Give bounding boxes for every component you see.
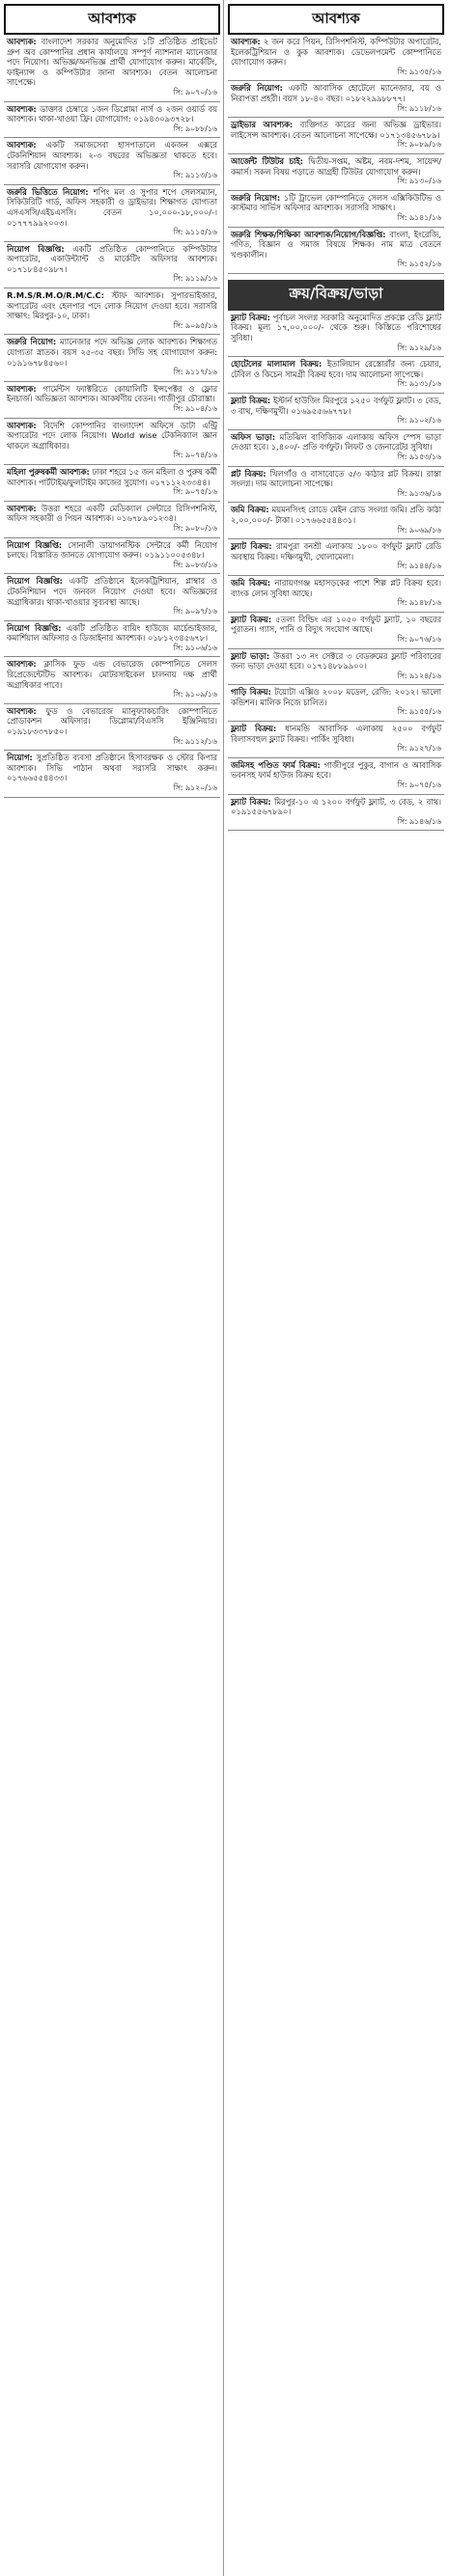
ad-code: সি: ৯১৩১/১৬: [397, 379, 441, 389]
ad-keyword: ফ্ল্যাট ভাড়া:: [231, 650, 270, 661]
ad-code: সি: ৯১৪১/১৬: [397, 212, 441, 222]
classified-ad: [4, 465, 220, 502]
ad-code: সি: ৯১৪৪/১৬: [397, 562, 441, 571]
classified-ad: [4, 288, 220, 335]
ad-text: মতিঝিল বাণিজ্যিক এলাকায় অফিস স্পেস ভাড়া দেওয়া হবে। ১,৪০০/- প্রতি বর্গফুট। লিফট ও জেনারেটর সুবিধা।: [231, 431, 442, 452]
classified-ad: [228, 191, 444, 228]
ad-code: সি: ৯০৭৪/১৬: [173, 451, 217, 460]
ad-keyword: জরুরি ভিত্তিতে নিয়োগ:: [7, 186, 89, 197]
classified-ad: [4, 335, 220, 381]
classified-ad: [228, 576, 444, 613]
ad-text: ধানমন্ডি আবাসিক এলাকায় ২৫০০ বর্গফুট বিলাসবহুল ফ্ল্যাট বিক্রয়। পার্কিং সুবিধা।: [231, 724, 441, 744]
ad-text: গাজীপুরে পুকুর, বাগান ও আবাসিক ভবনসহ ফার্ম হাউজ বিক্রয় হবে।: [231, 759, 442, 781]
classified-ad: [4, 621, 220, 658]
ad-keyword: আবশ্যক:: [7, 659, 37, 670]
classified-ad: [228, 795, 444, 832]
ad-code: সি: ৯১২৯/১৬: [397, 343, 441, 352]
ad-text: ২ জন করে পিয়ন, রিসিপশনিস্ট, কম্পিউটার অপারেটর, ইলেকট্রিশিয়ান ও কুক আবশ্যক। ডেভেলপমেন্ট কোম্পানিতে যোগাযোগ করুন।: [231, 37, 442, 68]
ad-text: রামপুরা বনশ্রী এলাকায় ১৮০০ বর্গফুট ফ্ল্যাট রেডি অবস্থায় বিক্রয়। দক্ষিণমুখী, খোলামেলা।: [231, 541, 442, 562]
ad-text: ইতালিয়ান রেস্তোরাঁর জন্য চেয়ার, টেবিল ও কিচেন সামগ্রী বিক্রয় হবে। দাম আলোচনা সাপেক্ষে।: [231, 359, 442, 379]
ad-text: স্টাফ আবশ্যক। সুপারভাইজার, অপারেটর এবং হেলপার পদে লোক নিয়োগ দেওয়া হবে। সরাসরি সাক্ষাৎ: মিরপুর-১০, ঢাকা।: [7, 290, 217, 321]
ad-text: একটি প্রতিষ্ঠিত কোম্পানিতে কম্পিউটার অপারেটর, একাউন্ট্যান্ট ও মার্কেটিং অফিসার আবশ্যক। ০১৭১৮৪৫০৯৮৭।: [7, 243, 217, 274]
ad-text: ঢাকা শহরে ১৫ জন মহিলা ও পুরুষ কর্মী আবশ্যক। পার্টটাইম/ফুলটাইম কাজের সুযোগ। ০১৭১১২২৩৩৪৪।: [7, 466, 217, 487]
classified-ad: [228, 154, 444, 191]
ad-text: একটি সমাজসেবা হাসপাতালে একজন এক্সরে টেকনিশিয়ান আবশ্যক। ২-৩ বছরের অভিজ্ঞতা থাকতে হবে। সরাসরি যোগাযোগ করুন।: [7, 140, 217, 171]
ad-code: সি: ৯০৯৫/১৬: [173, 320, 217, 330]
ad-code: সি: ৯১১৭/১৬: [173, 368, 217, 377]
left-ads-list: [4, 35, 220, 798]
ad-keyword: জমিসহ পণ্ডিত ফার্ম বিক্রয়:: [231, 759, 321, 770]
classified-ad: [228, 118, 444, 154]
ad-keyword: অফিস ভাড়া:: [231, 431, 276, 442]
classified-ad: [228, 722, 444, 758]
classified-ad: [228, 613, 444, 649]
ad-keyword: আর্জেন্ট টিউটর চাই:: [231, 155, 303, 166]
ad-keyword: আবশ্যক:: [7, 140, 37, 151]
ad-code: সি: ৯১৫৫/১৬: [397, 707, 441, 717]
ad-code: সি: ৯১১৩/১৬: [173, 171, 217, 180]
ad-keyword: ফ্ল্যাট বিক্রয়:: [231, 796, 271, 807]
ad-keyword: আবশ্যক:: [7, 503, 37, 513]
ad-code: সি: ৯০৭৫/১৬: [397, 781, 441, 790]
buy-sell-rent-header: ক্রয়/বিক্রয়/ভাড়া: [228, 280, 444, 311]
classified-ad: [228, 228, 444, 274]
ad-text: একটি প্রতিষ্ঠানে ইলেকট্রিশিয়ান, প্লাম্বার ও টেকনিশিয়ান পদে জনবল নিয়োগ দেওয়া হবে। অভিজ্ঞদের অগ্রাধিকার। থাকা-খাওয়ার সুব্যবস্থা আছে।: [7, 576, 217, 607]
classified-ad: [228, 357, 444, 394]
right-top-ads-list: [228, 35, 444, 274]
ad-keyword: আবশ্যক:: [231, 37, 261, 46]
ad-keyword: আবশ্যক:: [7, 37, 37, 46]
ad-code: সি: ৯০৮৮/১৬: [173, 123, 217, 133]
ad-text: একটি প্রতিষ্ঠিত বায়িং হাউজে মার্চেন্ডাইজার, কমার্শিয়াল অফিসার ও ডিজাইনার আবশ্যক। ০১৮১২৩৪৫৬৭৮।: [7, 622, 217, 644]
ad-code: সি: ৯০৮৯/১৬: [397, 140, 441, 150]
ad-text: ময়মনসিংহ রোডে মেইন রোড সংলগ্ন জমি। প্রতি কাঠা ২,০০,০০০/- টাকা। ০১৭৬৬৫৫৪৪৩১।: [231, 505, 441, 525]
classified-ad: [4, 657, 220, 703]
classified-ad: [228, 539, 444, 576]
classified-ad: [4, 419, 220, 465]
ad-keyword: মহিলা পুরুষকর্মী আবশ্যক:: [7, 466, 90, 477]
ad-keyword: ফ্ল্যাট বিক্রয়:: [231, 541, 272, 552]
classified-ad: [4, 102, 220, 139]
right-bottom-ads-list: [228, 311, 444, 832]
ad-text: উত্তরা শহরে একটি মেডিক্যাল সেন্টারে রিসিপশনিস্ট, অফিস সহকারী ও পিয়ন আবশ্যক। ০১৬৭৮৯০১২৩৪।: [7, 503, 217, 524]
ad-code: সি: ৯০৮৩/১৬: [173, 560, 217, 569]
ad-text: সুপ্রতিষ্ঠিত ব্যবসা প্রতিষ্ঠানে হিসাবরক্ষক ও স্টোর কিপার আবশ্যক। সিভি পাঠান অথবা সরাসরি সাক্ষাৎ করুন। ০১৭৬৬৫৫৪৪৩৩।: [7, 753, 218, 783]
ad-code: সি: ৯১০৯/১৬: [173, 690, 217, 699]
ad-text: ১টি ট্রাভেল কোম্পানিতে সেলস এক্সিকিউটিভ ও কাস্টমার সার্ভিস অফিসার আবশ্যক। সরাসরি সাক্ষাৎ।: [231, 192, 442, 213]
ad-keyword: প্লট বিক্রয়:: [231, 468, 267, 479]
ad-code: সি: ৯১৫২/১৬: [397, 260, 441, 269]
ad-keyword: জরুরি নিয়োগ:: [7, 337, 57, 347]
ad-keyword: আবশ্যক:: [7, 420, 37, 430]
ad-text: উত্তরা ১৩ নং সেক্টরে ৩ বেডরুমের ফ্ল্যাট পরিবারের জন্য ভাড়া দেওয়া হবে। ০১৭১৪৮৮৯৯০০।: [231, 650, 442, 671]
ad-keyword: নিয়োগ বিজ্ঞপ্তি:: [7, 576, 63, 587]
ad-code: সি: ৯০৭৬/১৬: [397, 634, 441, 644]
ad-code: সি: ৯০৯৭/১৬: [173, 607, 217, 617]
left-section-header: আবশ্যক: [4, 4, 220, 35]
ad-text: ফুড ও বেভারেজ ম্যানুফ্যাকচারিং কোম্পানিতে প্রোডাকশন অফিসার। ডিপ্লোমা/বিএসসি ইঞ্জিনিয়ার। ০১৯১৮৩৩৭৮৫০।: [7, 705, 217, 737]
ad-text: শপিং মল ও সুপার শপে সেলসম্যান, সিকিউরিটি গার্ড, অফিস সহকারী ও ড্রাইভার। শিক্ষাগত যোগ্যতা এসএসসি/এইচএসসি। বেতন ১০,০০০-১৮,০০০/-। ০১৭৭৭৯৯২০০৩।: [7, 186, 218, 228]
ad-keyword: ড্রাইভার আবশ্যক:: [231, 120, 294, 130]
ad-code: সি: ৯১১৫/১৬: [173, 228, 217, 237]
ad-code: সি: ৯১১৮/১৬: [397, 103, 441, 113]
ad-code: সি: ৯১৪৬/১৬: [397, 816, 441, 826]
classified-ad: [228, 81, 444, 118]
classified-ad: [4, 185, 220, 242]
ad-keyword: হোটেলের মালামাল বিক্রয়:: [231, 359, 323, 370]
ad-keyword: আবশ্যক:: [7, 103, 37, 114]
ad-keyword: ফ্ল্যাট বিক্রয়:: [231, 614, 272, 624]
ad-code: সি: ৯১৫৩/১৬: [397, 452, 441, 461]
ad-code: সি: ৯১০২/১৬: [397, 416, 441, 425]
ad-text: গার্মেন্টস ফ্যাক্টরিতে কোয়ালিটি ইন্সপেক্টর ও ফ্লোর ইনচার্জ। অভিজ্ঞতা আবশ্যক। আকর্ষণীয় বেতন। গাজীপুর চৌরাস্তা।: [7, 383, 218, 404]
ad-code: সি: ৯০৭৫/১৬: [173, 487, 217, 497]
classified-ad: [228, 430, 444, 467]
classified-ad: [228, 685, 444, 722]
classified-ad: [228, 311, 444, 357]
ad-text: বাংলা, ইংরেজি, গণিত, বিজ্ঞান ও সমাজ বিষয়ে শিক্ষক। নাম মাত্র বেতনে খণ্ডকালীন।: [231, 229, 441, 260]
left-column: [4, 4, 220, 798]
ad-keyword: নিয়োগ বিজ্ঞপ্তি:: [7, 243, 65, 254]
ad-keyword: ফ্ল্যাট বিক্রয়:: [231, 312, 270, 322]
ad-keyword: জরুরি নিয়োগ:: [231, 83, 283, 94]
ad-text: সোনালী ডায়াগনস্টিক সেন্টারে কর্মী নিয়োগ চলছে। বিস্তারিত জানতে যোগাযোগ করুন। ০১৯১১০০৫৩৪৮।: [7, 539, 217, 561]
ad-keyword: জমি বিক্রয়:: [231, 577, 271, 588]
ad-keyword: নিয়োগ বিজ্ঞপ্তি:: [7, 539, 63, 550]
ad-text: ব্যক্তিগত কারের জন্য অভিজ্ঞ ড্রাইভার। লাইসেন্স আবশ্যক। বেতন আলোচনা সাপেক্ষে। ০১৭১৩৪৫৬৭৮৯।: [231, 120, 441, 140]
classified-ad: [4, 242, 220, 288]
ad-code: সি: ৯০৮০/১৬: [173, 523, 217, 533]
ad-text: টয়োটা এক্সিও ২০০৮ মডেল, রেজি: ২০১২। ভালো কন্ডিশন। মালিক নিজে চালিত।: [231, 687, 441, 707]
classified-ad: [228, 649, 444, 686]
ad-keyword: ফ্ল্যাট বিক্রয়:: [231, 724, 277, 734]
ad-keyword: আবশ্যক:: [7, 383, 37, 394]
ad-text: খিলগাঁও ও বাসাবোতে ৫/৩ কাঠার প্লট বিক্রয়। রাস্তা সংলগ্ন। দাম আলোচনা সাপেক্ষে।: [231, 468, 441, 489]
classified-ad: [228, 503, 444, 539]
ad-text: ইস্টার্ন হাউজিং মিরপুরে ১২৫০ বর্গফুট ফ্ল্যাট। ৩ বেড, ৩ বাথ, দক্ষিণমুখী। ০১৬৯৫৫৬৬৭৭৮।: [231, 396, 441, 416]
ad-text: নারায়ণগঞ্জ মহাসড়কের পাশে শিল্প প্লট বিক্রয় হবে। ব্যাংক লোন সুবিধা আছে।: [231, 577, 442, 598]
ad-text: ৫তলা বিল্ডিং এর ১০৫০ বর্গফুট ফ্ল্যাট, ১০ বছরের পুরাতন। গ্যাস, পানি ও বিদ্যুৎ সংযোগ আছে।: [231, 614, 442, 635]
ad-code: সি: ৯১২৪/১৬: [397, 671, 441, 680]
ad-code: সি: ৯০৭০/১৬: [173, 87, 217, 96]
ad-text: দ্বিতীয়-সপ্তম, অষ্টম, নবম-দশম, সায়েন্স/কমার্স। সকল বিষয় পড়াতে আগ্রহী টিউটর যোগাযোগ করুন।: [231, 155, 442, 177]
classified-ad: [4, 574, 220, 620]
ad-keyword: নিয়োগ:: [7, 753, 33, 763]
classified-ad: [4, 382, 220, 419]
classified-ad: [228, 467, 444, 504]
classified-ad: [4, 751, 220, 797]
ad-code: সি: ৯১১২/১৬: [173, 736, 217, 746]
ad-text: বিদেশি কোম্পানির বাংলাদেশ অফিসে ডাটা এন্ট্রি অপারেটর পদে লোক নিয়োগ। World wise টেকনিক্যাল জ্ঞান থাকলে অগ্রাধিকার।: [7, 420, 217, 451]
ad-keyword: আবশ্যক:: [7, 705, 37, 716]
ad-text: ডাক্তার চেম্বারে ১জন ডিপ্লোমা নার্স ও ২জন ওয়ার্ড বয় আবশ্যক। থাকা-খাওয়া ফ্রি। যোগাযোগ: ০১৯৪৩০৯৩৭২৮।: [7, 103, 218, 124]
ad-code: সি: ৯১৩৫/১৬: [397, 67, 441, 76]
ad-keyword: জমি বিক্রয়:: [231, 505, 269, 515]
ad-code: সি: ৯১৪৮/১৬: [397, 598, 441, 608]
ad-code: সি: ৯১০৬/১৬: [173, 643, 217, 652]
ad-text: ম্যানেজার পদে অভিজ্ঞ লোক আবশ্যক। শিক্ষাগত যোগ্যতা স্নাতক। বয়স ২৫-৩৫ বছর। সিভি সহ যোগাযোগ করুন: ০১৯১৬৭৮৪৫৬০।: [7, 337, 218, 368]
ad-keyword: জরুরি শিক্ষক/শিক্ষিকা আবশ্যক/নিয়োগ/বিজ্ঞপ্তি:: [231, 229, 386, 239]
right-top-section-header: আবশ্যক: [228, 4, 444, 35]
ad-code: সি: ৯১২০/১৬: [173, 783, 217, 792]
ad-keyword: গাড়ি বিক্রয়:: [231, 687, 271, 698]
column-divider: [223, 0, 224, 2576]
ad-keyword: নিয়োগ বিজ্ঞপ্তি:: [7, 622, 62, 633]
ad-code: সি: ৯১০৪/১৬: [173, 404, 217, 413]
classified-ad: [228, 35, 444, 81]
classified-ad: [4, 138, 220, 184]
ad-text: ক্লাসিক ফুড এন্ড বেভারেজ কোম্পানিতে সেলস রিপ্রেজেন্টেটিভ আবশ্যক। মোটরসাইকেল চালনায় দক্ষ প্রার্থী অগ্রাধিকার পাবে।: [7, 659, 217, 690]
right-column: [228, 4, 444, 831]
ad-keyword: ফ্ল্যাট বিক্রয়:: [231, 396, 271, 406]
ad-text: পূর্বাচল সংলগ্ন সরকারি অনুমোদিত প্রকল্পে রেডি ফ্ল্যাট বিক্রয়। মূল্য ১৭,০০,০০০/- থেকে শুরু। কিস্তিতে পরিশোধের সুবিধা।: [231, 312, 441, 343]
ad-code: সি: ৯১৩৬/১৬: [397, 488, 441, 498]
classified-ad: [4, 35, 220, 102]
classified-ad: [4, 704, 220, 751]
ad-keyword: R.M.S/R.M.O/R.M/C.C:: [7, 290, 104, 301]
classified-ad: [228, 758, 444, 795]
ad-code: সি: ৯১৩০/১৬: [397, 177, 441, 186]
ad-text: একটি আবাসিক হোটেলে ম্যানেজার, বয় ও নিরাপত্তা প্রহরী। বয়স ১৮-৪০ বছর। ০১৮২২৯৯৮৮৭৭।: [231, 83, 441, 103]
ad-code: সি: ৯১২৭/১৬: [397, 744, 441, 754]
classified-ad: [4, 538, 220, 575]
ad-keyword: জরুরি নিয়োগ:: [231, 192, 281, 203]
classified-ad: [228, 394, 444, 430]
ad-text: মিরপুর-১০ এ ১২০০ বর্গফুট ফ্ল্যাট, ৩ বেড, ২ বাথ। ০১৯১৫৫৬৭৮৯০।: [231, 796, 441, 817]
ad-code: সি: ৯১১৯/১৬: [173, 274, 217, 284]
ad-code: সি: ৯০৬৯/১৬: [397, 525, 441, 534]
classified-ad: [4, 502, 220, 538]
ad-text: বাংলাদেশ সরকার অনুমোদিত ১টি প্রতিষ্ঠিত প্রাইভেট গ্রুপ অব কোম্পানির প্রধান কার্যালয়ে সম্পূর্ণ ন্যাশনাল ম্যানেজার পদে নিয়োগ। অভিজ্ঞ/অনভিজ্ঞ প্রার্থী যোগাযোগ করুন। মার্কেটিং, ফাইন্যান্স ও কম্পিউটার জানা আবশ্যক। বেতন আলোচনা সাপেক্ষে।: [7, 37, 218, 88]
